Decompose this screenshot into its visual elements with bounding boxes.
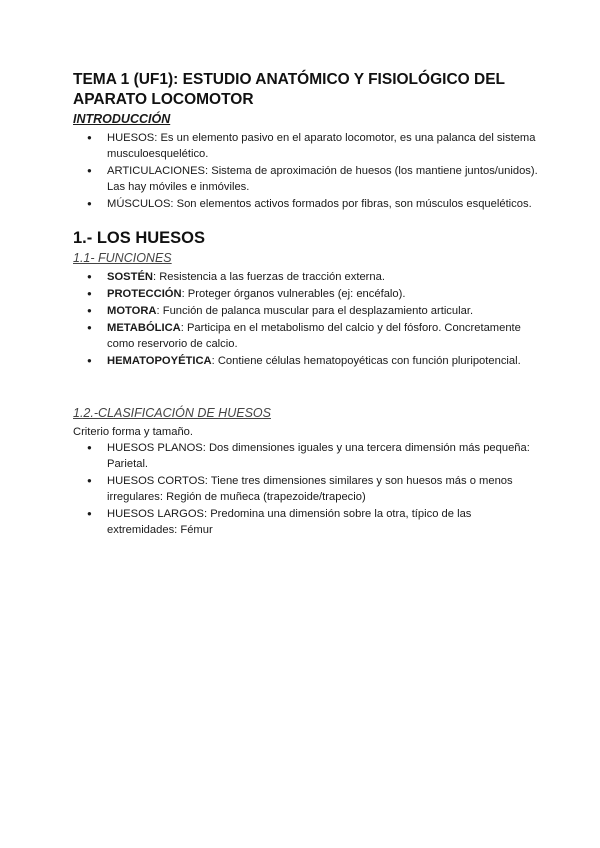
list-item: ● HUESOS: Es un elemento pasivo en el aparato locomotor, es una palanca del sistema musculoesquelético. bbox=[107, 130, 543, 162]
criterio-text: Criterio forma y tamaño. bbox=[73, 426, 193, 438]
list-item: ● HUESOS CORTOS: Tiene tres dimensiones similares y son huesos más o menos irregulares: Región de muñeca (trapezoide/trapecio) bbox=[107, 473, 543, 505]
definition: : Proteger órganos vulnerables (ej: encéfalo). bbox=[181, 288, 406, 300]
definition: : Participa en el metabolismo del calcio y del fósforo. Concretamente como reservorio de calcio. bbox=[107, 322, 521, 350]
definition: : Resistencia a las fuerzas de tracción externa. bbox=[153, 271, 385, 283]
definition: : Contiene células hematopoyéticas con función pluripotencial. bbox=[211, 355, 521, 367]
clasificacion-heading: 1.2.-CLASIFICACIÓN DE HUESOS bbox=[73, 406, 271, 420]
term: PROTECCIÓN bbox=[107, 288, 182, 300]
intro-heading: INTRODUCCIÓN bbox=[73, 112, 171, 126]
list-item bbox=[107, 320, 543, 352]
term: SOSTÉN bbox=[107, 271, 154, 283]
list-item: ● ARTICULACIONES: Sistema de aproximación de huesos (los mantiene juntos/unidos). Las hay móviles e inmóviles. bbox=[107, 163, 543, 195]
list-item bbox=[107, 269, 543, 285]
list-item bbox=[107, 286, 543, 302]
list-item: ● HUESOS PLANOS: Dos dimensiones iguales y una tercera dimensión más pequeña: Parietal. bbox=[107, 440, 543, 472]
list-item bbox=[107, 353, 543, 369]
document-page bbox=[73, 70, 543, 539]
list-item bbox=[107, 303, 543, 319]
document-title: TEMA 1 (UF1): ESTUDIO ANATÓMICO Y FISIOLÓGICO DEL APARATO LOCOMOTOR bbox=[73, 71, 505, 108]
list-item: ● MÚSCULOS: Son elementos activos formados por fibras, son músculos esqueléticos. bbox=[107, 196, 543, 212]
definition: : Función de palanca muscular para el desplazamiento articular. bbox=[156, 305, 474, 317]
term: HEMATOPOYÉTICA bbox=[107, 355, 212, 367]
term: METABÓLICA bbox=[107, 322, 181, 334]
list-item: ● HUESOS LARGOS: Predomina una dimensión sobre la otra, típico de las extremidades: Fémur bbox=[107, 506, 543, 538]
intro-list bbox=[73, 130, 543, 212]
spacer bbox=[73, 370, 543, 405]
funciones-list bbox=[73, 269, 543, 369]
section-heading-huesos: 1.- LOS HUESOS bbox=[73, 229, 206, 247]
term: MOTORA bbox=[107, 305, 157, 317]
funciones-heading: 1.1- FUNCIONES bbox=[73, 251, 172, 265]
clasificacion-list bbox=[73, 440, 543, 538]
